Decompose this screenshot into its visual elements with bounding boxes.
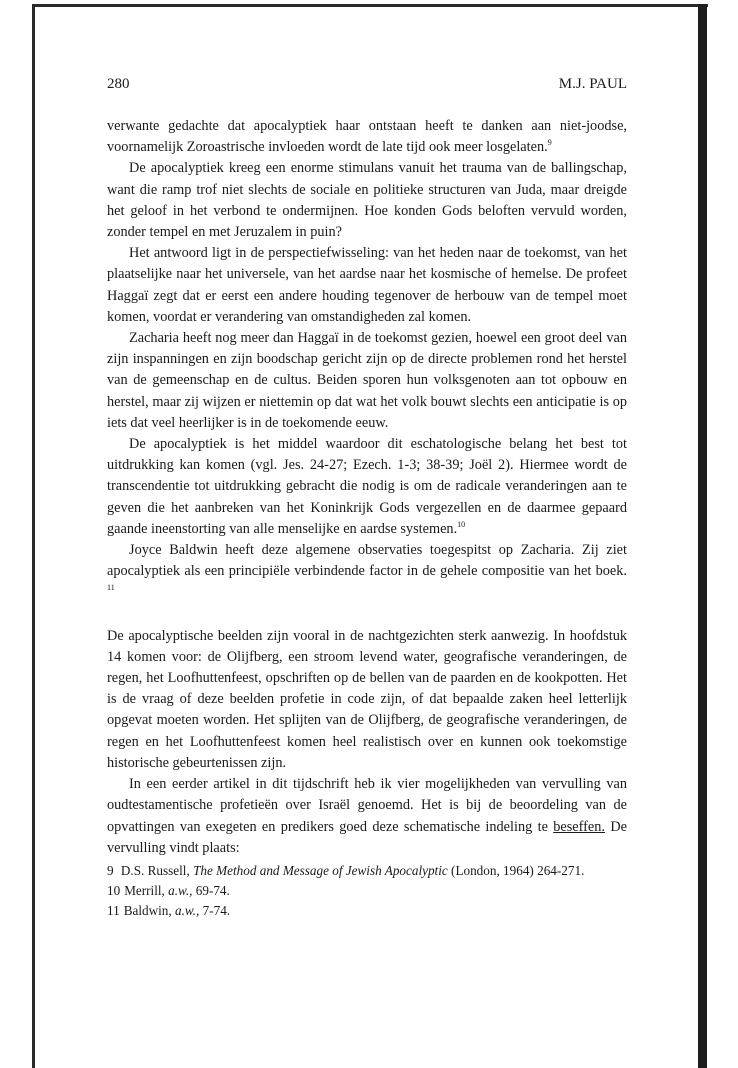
paragraph-4: Zacharia heeft nog meer dan Haggaï in de toekomst gezien, hoewel een groot deel van zijn inspanningen en zijn boodschap gericht zijn op de directe problemen rond het herstel van de gemeenschap en de cultus. Beiden sporen hun volksgenoten aan tot opbouw en herstel, maar zij wijzen er niettemin op dat wat het volk bouwt slechts een anticipatie is op iets dat veel heerlijker is in de toekomende eeuw. (107, 330, 627, 431)
paragraph-2: De apocalyptiek kreeg een enorme stimulans vanuit het trauma van de ballingschap, want die ramp trof niet slechts de sociale en politieke structuren van Juda, maar dreigde het geloof in het verbond te ondermijnen. Hoe konden Gods beloften vervuld worden, zonder tempel en met Jeruzalem in puin? (107, 160, 627, 241)
footnote-11: 11 Baldwin, a.w., 7-74. (107, 902, 231, 918)
paragraph-6: Joyce Baldwin heeft deze algemene observaties toegespitst op Zacharia. Zij ziet apocalyptiek als een principiële verbindende factor in de gehele compositie van het boek. $^{11}$ (107, 542, 627, 593)
footnote-ref-10[interactable]: 10 (457, 520, 466, 530)
running-head (107, 74, 627, 94)
paragraph-5: De apocalyptiek is het middel waardoor dit eschatologische belang het best tot uitdrukking kan komen (vgl. Jes. 24-27; Ezech. 1-3; 38-39; Joël 2). Hiermee wordt de transcendentie tot uitdrukking gebracht die nodig is om de radicale veranderingen aan te geven die het aanbreken van het Koninkrijk Gods vergezellen en de daarmee gepaard gaande ineenstorting van alle menselijke en aardse systemen.$^{10}$ (107, 436, 627, 537)
scan-border-top (32, 4, 708, 7)
footnotes (107, 861, 627, 921)
page-number: 280 (107, 76, 130, 92)
footnote-9: 9 D.S. Russell, The Method and Message of Jewish Apocalyptic (London, 1964) 264-271. (107, 862, 585, 878)
paragraph-8: In een eerder artikel in dit tijdschrift heb ik vier mogelijkheden van vervulling van oudtestamentische profetieën over Israël genoemd. Het is bij de beoordeling van de opvattingen van exegeten en predikers goed deze schematische indeling te beseffen. De vervulling vindt plaats: (107, 776, 627, 856)
paragraph-7: De apocalyptische beelden zijn vooral in de nachtgezichten sterk aanwezig. In hoofdstuk 14 komen voor: de Olijfberg, een stroom levend water, geografische veranderingen, de regen, het Loofhuttenfeest, opschriften op de bellen van de paarden en de kookpotten. Het is de vraag of deze beelden profetie in code zijn, of dat bepaalde zaken heel letterlijk opgevat moeten worden. Het splijten van de Olijfberg, de geografische veranderingen, de regen en het Loofhuttenfeest komen heel realistisch over en kunnen ook toekomstige historische gebeurtenissen zijn. (107, 627, 627, 771)
body-text (107, 116, 627, 859)
section-gap (107, 604, 627, 626)
underlined-word: beseffen. (553, 818, 605, 835)
paragraph-3: Het antwoord ligt in de perspectiefwisseling: van het heden naar de toekomst, van het plaatselijke naar het universele, van het aardse naar het kosmische of hemelse. De profeet Haggaï zegt dat er eerst een andere houding tegenover de herbouw van de tempel moet komen, voordat er verandering van omstandigheden zal komen. (107, 245, 627, 325)
running-author: M.J. PAUL (558, 76, 627, 92)
page (107, 74, 627, 921)
scan-border-right (698, 4, 707, 1068)
footnote-10: 10 Merrill, a.w., 69-74. (107, 882, 230, 898)
footnote-ref-9[interactable]: 9 (547, 138, 552, 148)
scan-border-left (32, 4, 35, 1068)
paragraph-1: verwante gedachte dat apocalyptiek haar ontstaan heeft te danken aan niet-joodse, voornamelijk Zoroastrische invloeden wordt de late tijd ook meer losgelaten.$^9$ (107, 118, 627, 156)
footnote-ref-11[interactable]: 11 (107, 583, 115, 593)
